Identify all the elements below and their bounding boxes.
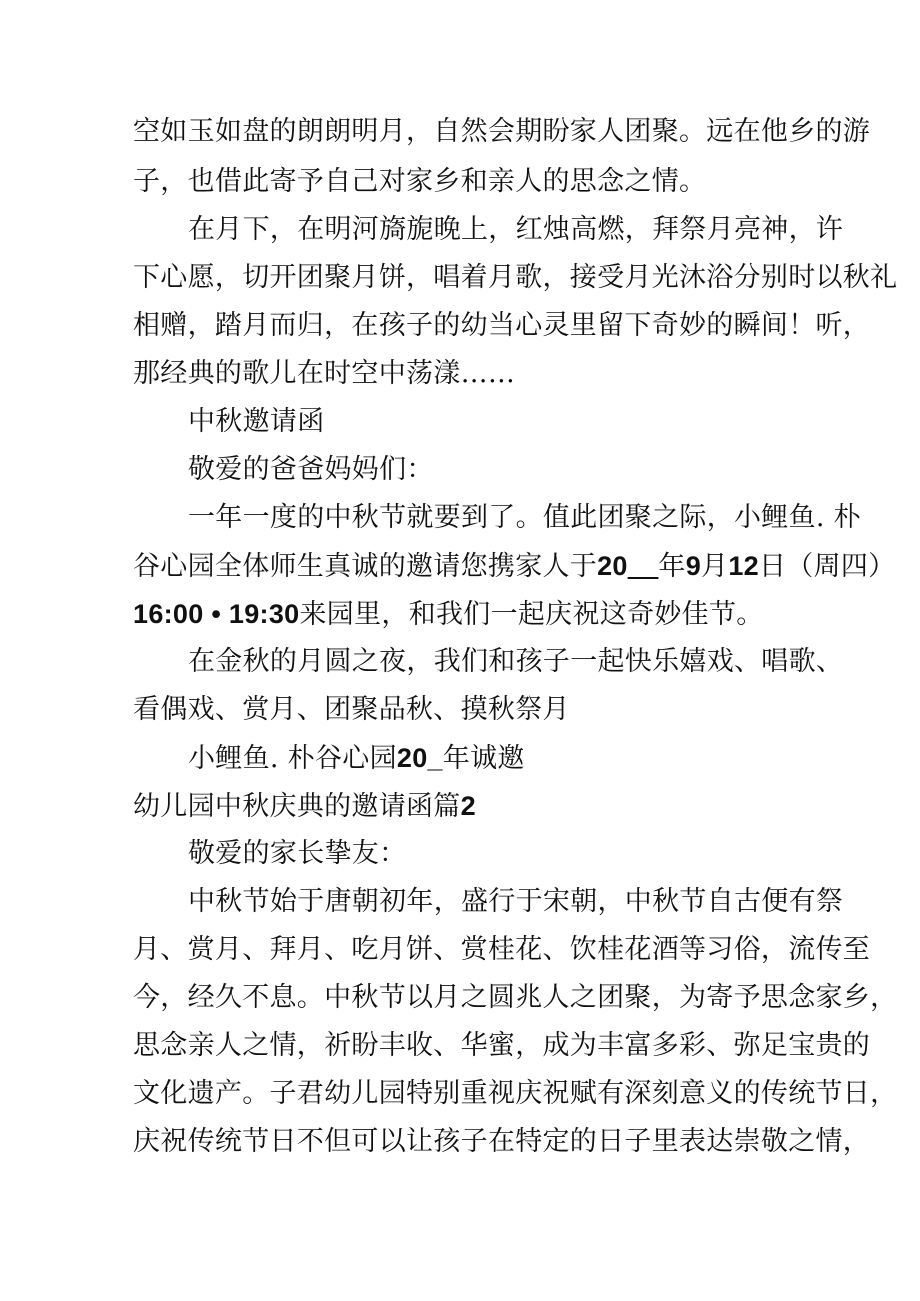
- salutation: 敬爱的爸爸妈妈们：: [188, 454, 434, 485]
- section-title-text: 幼儿园中秋庆典的邀请函篇: [133, 791, 461, 822]
- invitation-heading: 中秋邀请函: [188, 406, 325, 437]
- day-label: 日（周四）: [758, 551, 896, 582]
- month-number: 9: [685, 551, 702, 581]
- year-blank: __: [627, 551, 659, 581]
- paragraph-line: 今，经久不息。中秋节以月之圆兆人之团聚，为寄予思念家乡，: [133, 982, 898, 1013]
- signature-suffix: 年诚邀: [442, 743, 525, 774]
- salutation: 敬爱的家长挚友：: [188, 838, 407, 869]
- time-range: 16:00 • 19:30: [133, 599, 300, 629]
- year-prefix: 20: [597, 551, 628, 581]
- month-label: 月: [701, 551, 729, 582]
- signature-name: 小鲤鱼. 朴谷心园: [188, 743, 397, 774]
- paragraph-line: 在金秋的月圆之夜，我们和孩子一起快乐嬉戏、唱歌、: [188, 646, 844, 677]
- paragraph-line: 一年一度的中秋节就要到了。值此团聚之际，小鲤鱼. 朴: [188, 502, 861, 533]
- paragraph-line: 子，也借此寄予自己对家乡和亲人的思念之情。: [133, 166, 707, 197]
- paragraph-line: 相赠，踏月而归，在孩子的幼当心灵里留下奇妙的瞬间！听，: [133, 310, 871, 341]
- paragraph-line: [133, 548, 895, 585]
- line-text: 来园里，和我们一起庆祝这奇妙佳节。: [299, 599, 764, 630]
- section-number: 2: [460, 791, 476, 821]
- signature-year: 20_: [396, 743, 443, 773]
- paragraph-line: 庆祝传统节日不但可以让孩子在特定的日子里表达崇敬之情，: [133, 1126, 871, 1157]
- line-text: 谷心园全体师生真诚的邀请您携家人于: [133, 551, 598, 582]
- paragraph-line: 看偶戏、赏月、团聚品秋、摸秋祭月: [133, 694, 570, 725]
- day-number: 12: [728, 551, 759, 581]
- paragraph-line: [133, 596, 764, 633]
- paragraph-line: 下心愿，切开团聚月饼，唱着月歌，接受月光沐浴分别时以秋礼: [133, 262, 898, 293]
- paragraph-line: 文化遗产。子君幼儿园特别重视庆祝赋有深刻意义的传统节日，: [133, 1078, 898, 1109]
- paragraph-line: 思念亲人之情，祈盼丰收、华蜜，成为丰富多彩、弥足宝贵的: [133, 1030, 871, 1061]
- paragraph-line: 月、赏月、拜月、吃月饼、赏桂花、饮桂花酒等习俗，流传至: [133, 934, 871, 965]
- paragraph-line: 那经典的歌儿在时空中荡漾……: [133, 358, 516, 389]
- signature-line: [188, 740, 525, 777]
- year-suffix: 年: [658, 551, 686, 582]
- section-title: [133, 788, 476, 825]
- paragraph-line: 在月下，在明河旖旎晚上，红烛高燃，拜祭月亮神，许: [188, 214, 844, 245]
- paragraph-line: 空如玉如盘的朗朗明月，自然会期盼家人团聚。远在他乡的游: [133, 116, 871, 147]
- paragraph-line: 中秋节始于唐朝初年，盛行于宋朝，中秋节自古便有祭: [188, 886, 844, 917]
